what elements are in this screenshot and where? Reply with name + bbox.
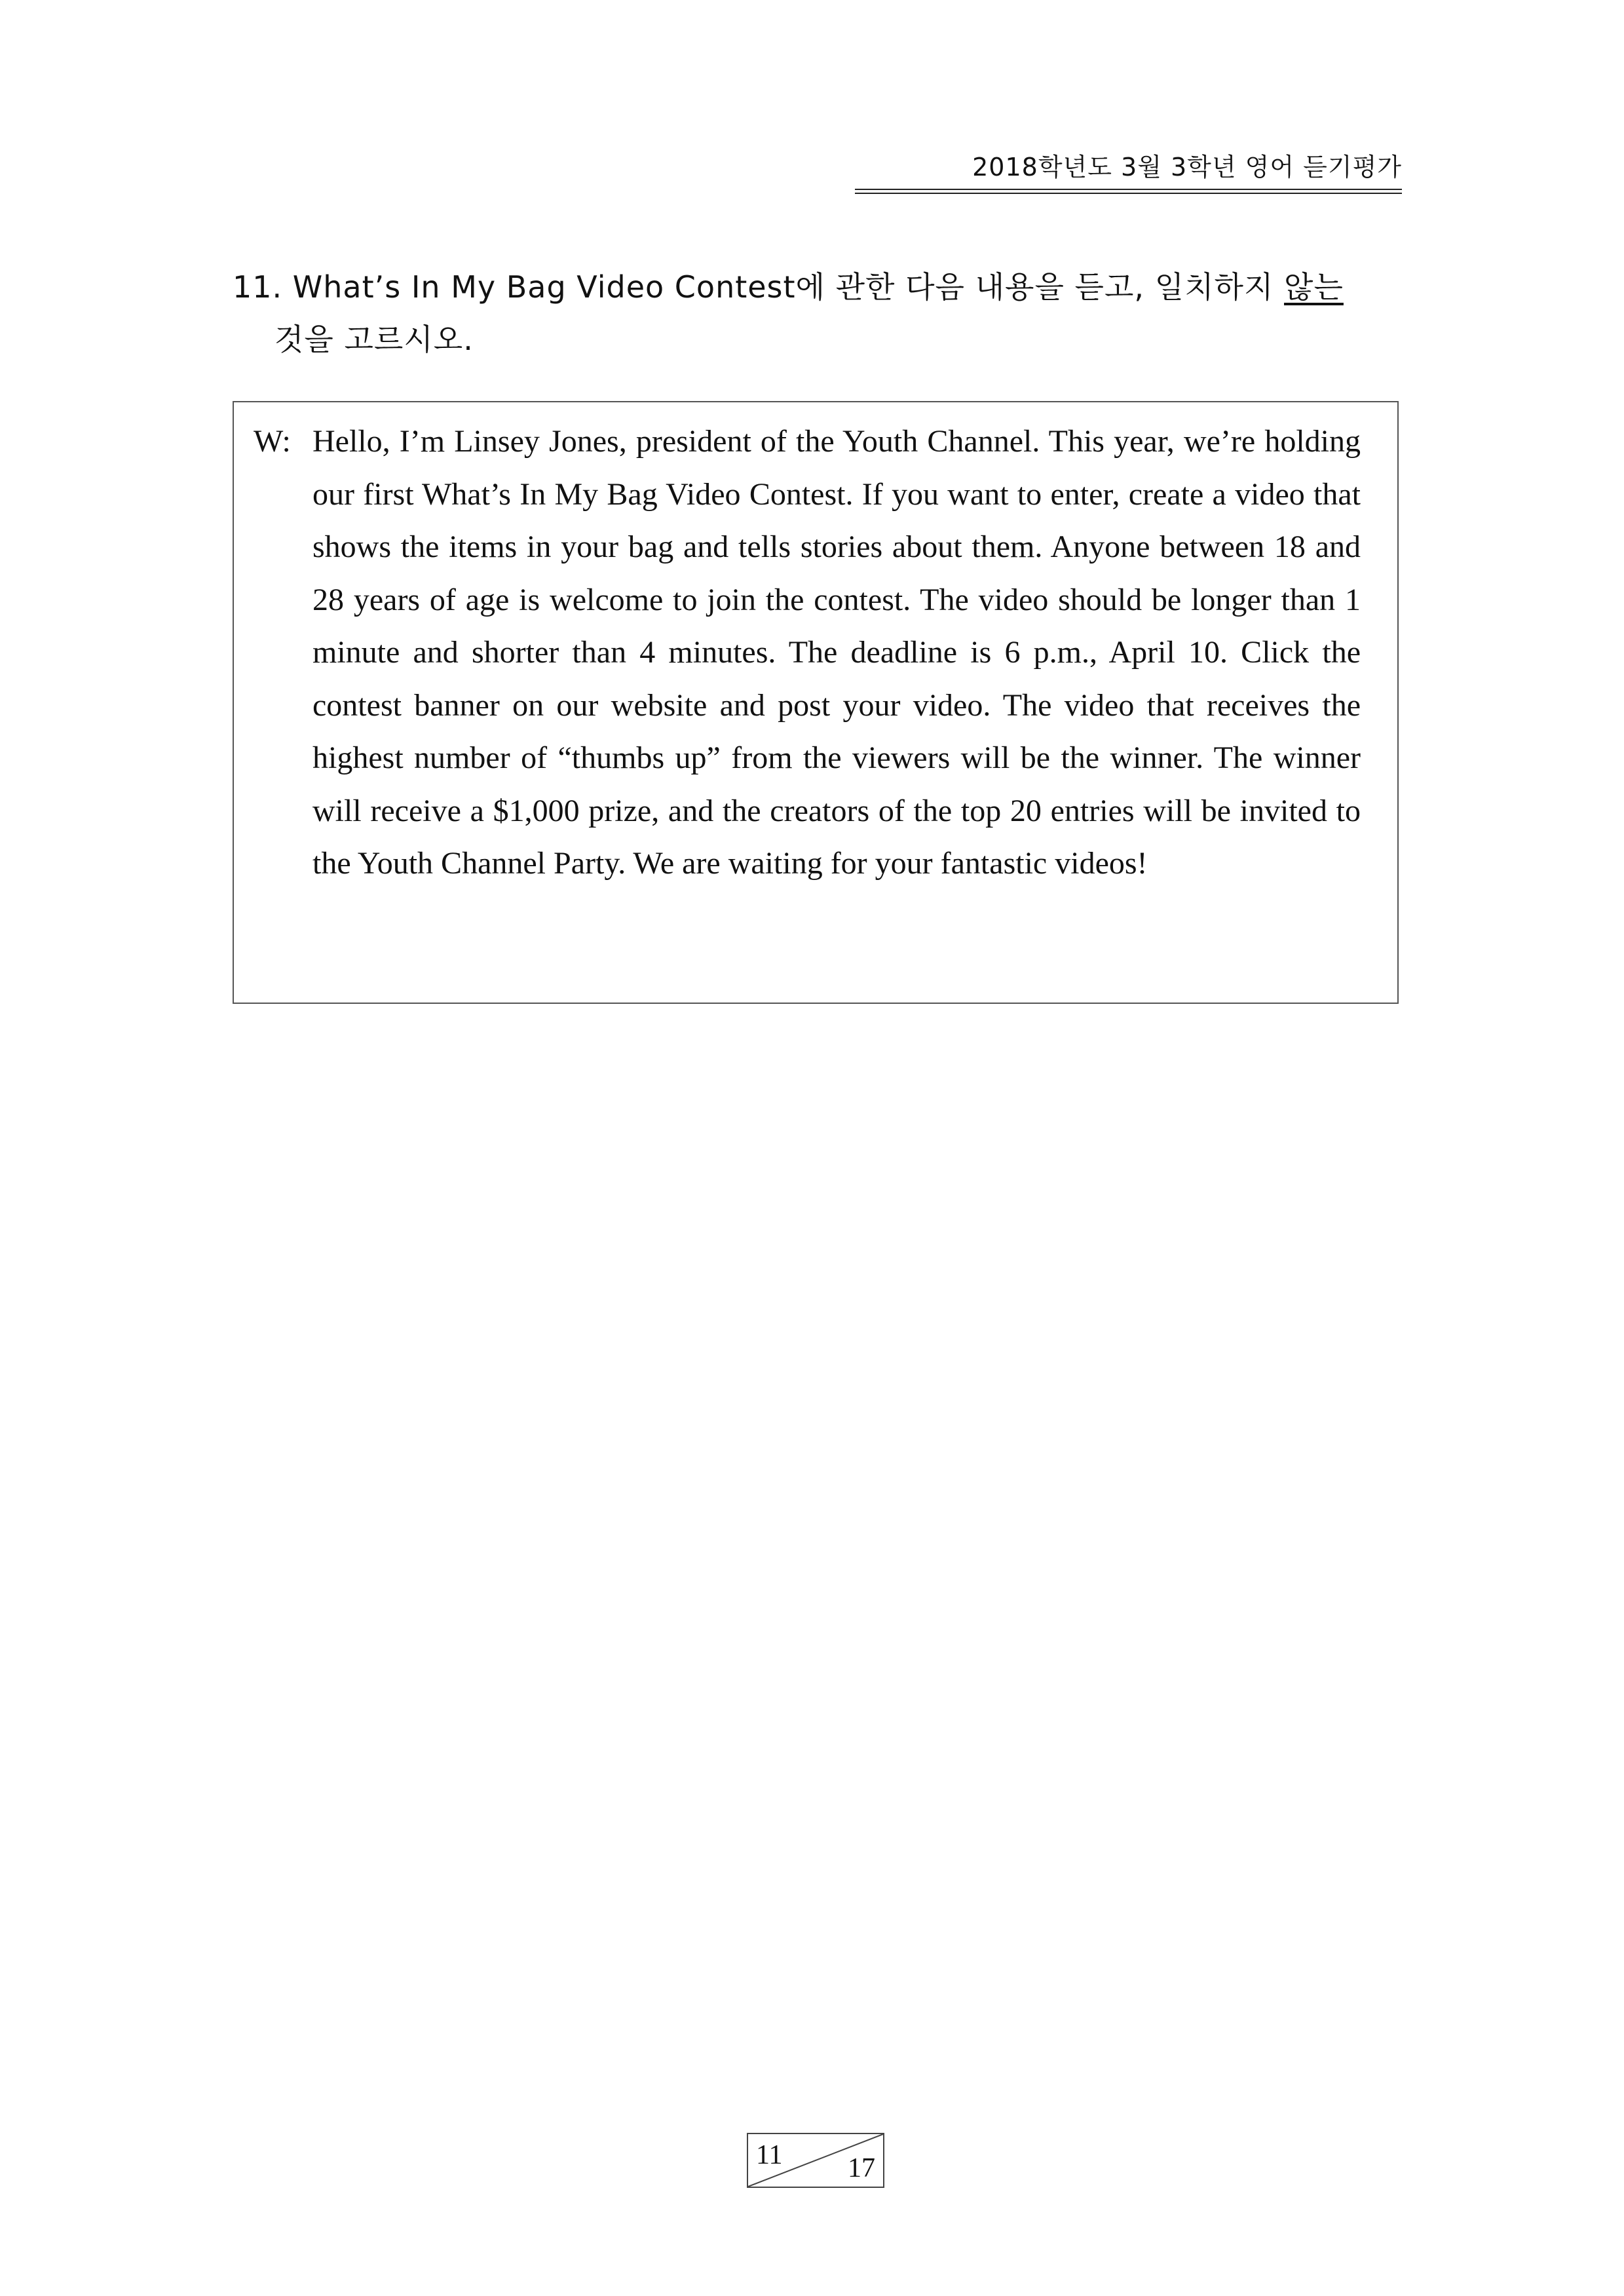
question-continuation: 것을 고르시오. [274, 322, 474, 357]
page-header: 2018학년도 3월 3학년 영어 듣기평가 [972, 153, 1402, 182]
listening-script-box [233, 401, 1399, 1004]
question-emphasis: 않는 [1284, 269, 1344, 305]
header-divider [855, 189, 1402, 194]
page-total: 17 [848, 2153, 875, 2183]
question-line-1 [233, 261, 1402, 313]
speaker-label: W: [254, 424, 291, 459]
question-title: What’s In My Bag Video Contest에 관한 다음 내용을 듣고, 일치하지 [292, 269, 1274, 305]
script-text: Hello, I’m Linsey Jones, president of the Youth Channel. This year, we’re holding our first What’s In My Bag Video Contest. If you want to enter, create a video that shows the items in your bag and tells stories about them. Anyone between 18 and 28 years of age is welcome to join the contest. The video should be longer than 1 minute and shorter than 4 minutes. The deadline is 6 p.m., April 10. Click the contest banner on our website and post your video. The video that receives the highest number of “thumbs up” from the viewers will be the winner. The winner will receive a $1,000 prize, and the creators of the top 20 entries will be invited to the Youth Channel Party. We are waiting for your fantastic videos! [312, 424, 1361, 881]
listening-script [254, 415, 1361, 890]
question-11 [233, 261, 1402, 366]
page-number-box [747, 2133, 884, 2188]
page-current: 11 [756, 2140, 783, 2170]
question-number: 11. [233, 269, 283, 305]
